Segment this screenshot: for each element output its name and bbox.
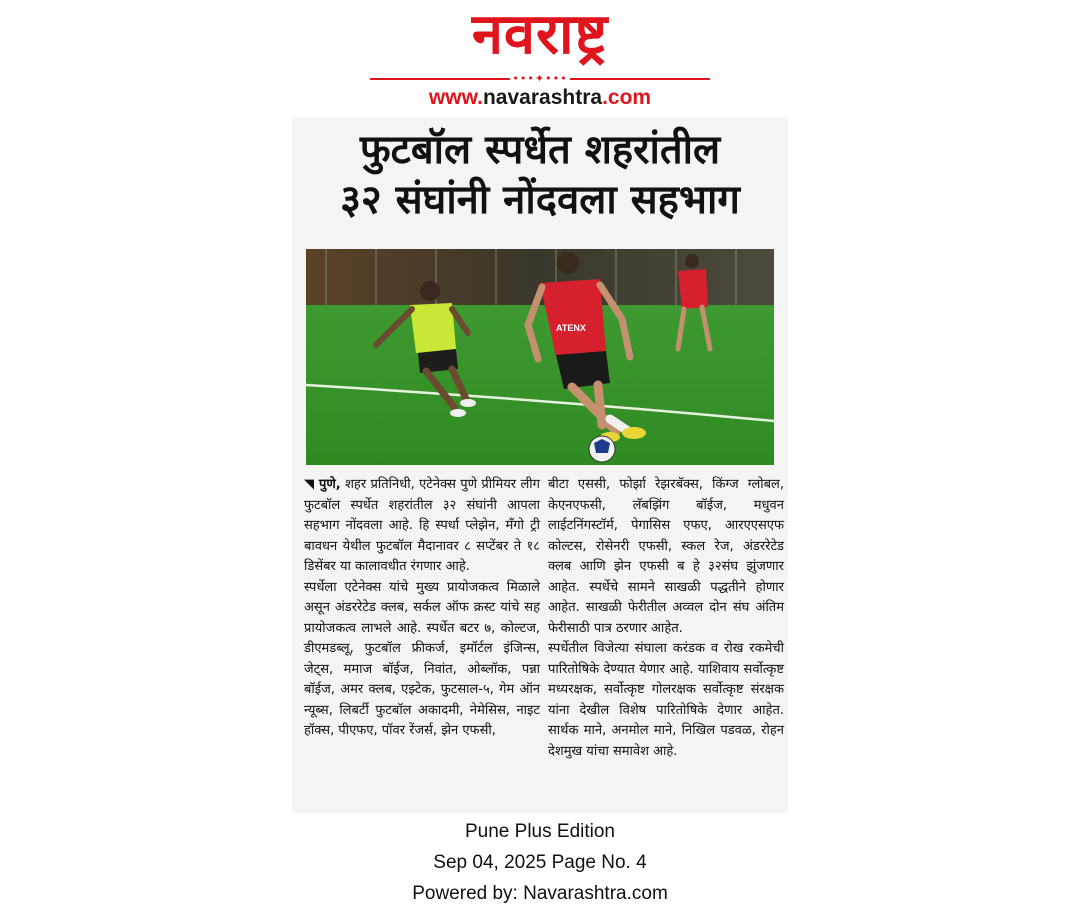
article-paragraph: स्पर्धेतील विजेत्या संघाला करंडक व रोख रकमेची पारितोषिके देण्यात येणार आहे. याशिवाय सर्वोत्कृष्ट मध्यरक्षक, सर्वोत्कृष्ट गोलरक्षक सर्वोत्कृष्ट संरक्षक यांना देखील विशेष पारितोषिके देणार आहेत. सार्थक माने, अनमोल माने, निखिल पडवळ, रोहन देशमुख यांचा समावेश आहे. [548,641,784,759]
headline-line-1: फुटबॉल स्पर्धेत शहरांतील [359,127,721,173]
date-page-label: Sep 04, 2025 Page No. 4 [433,852,647,873]
article-paragraph [304,475,540,578]
football-match-photo [306,249,774,465]
article-headline [292,125,788,225]
edition-label: Pune Plus Edition [465,821,615,842]
masthead [360,4,720,112]
news-clipping [292,117,788,813]
article-paragraph: बीटा एससी, फोर्झा रेझरबॅक्स, किंग्ज ग्लोबल, केएनएफसी, लॅबझिंग बॉईज, मधुवन लाईटनिंगस्टॉर्म, पेगासिस एफए, आरएएसएफ कोल्टस, रोसेनरी एफसी, स्कल रेज, अंडररेटेड क्लब आणि झेन एफसी ब हे ३२संघ झुंजणार आहेत. स्पर्धेचे सामने साखळी पद्धतीने होणार आहेत. साखळी फेरीतील अव्वल दोन संघ अंतिम फेरीसाठी पात्र ठरणार आहेत. [548,477,784,636]
dateline-marker: ◥ [304,477,319,492]
url-name: navarashtra [482,86,603,109]
football [589,436,615,462]
article-column-left [304,475,540,742]
navarashtra-logo: नवराष्ट्र [471,2,609,67]
article-column-right [548,475,784,762]
url-prefix: www. [428,86,483,109]
logo-ornament: •••✦••• [510,72,570,86]
powered-by-label: Powered by: Navarashtra.com [412,883,668,904]
paragraph-text: शहर प्रतिनिधी, एटेनेक्स पुणे प्रीमियर लीग फुटबॉल स्पर्धेत शहरांतील ३२ संघांनी आपला सहभाग नोंदवला आहे. हि स्पर्धा प्लेझेन, मँगो ट्री बावधन येथील फुटबॉल मैदानावर ८ सप्टेंबर ते १८ डिसेंबर या कालावधीत रंगणार आहे. [304,477,540,574]
headline-line-2: ३२ संघांनी नोंदवला सहभाग [340,177,740,223]
article-paragraph: स्पर्धेला एटेनेक्स यांचे मुख्य प्रायोजकत्व मिळाले असून अंडररेटेड क्लब, सर्कल ऑफ क्रस्ट यांचे सह प्रायोजकत्व लाभले आहे. स्पर्धेत बटर ७, कोल्टज, डीएमडब्लू, फुटबॉल फ्रीकर्ज, इमॉर्टल इंजिन्स, जेट्स, ममाज बॉईज, निवांत, ओब्लॉक, पन्ना बॉईज, अमर क्लब, एझ्टेक, फुटसाल-५, गेम ऑन न्यूब्स, लिबर्टी फुटबॉल अकादमी, नेमेसिस, नाइट हॉक्स, पीएफए, पॉवर रेंजर्स, झेन एफसी, [304,579,540,738]
dateline: पुणे, [318,477,341,492]
website-url[interactable] [360,86,720,110]
jersey-sponsor-text: ATENX [556,323,586,333]
url-suffix: .com [602,86,652,109]
